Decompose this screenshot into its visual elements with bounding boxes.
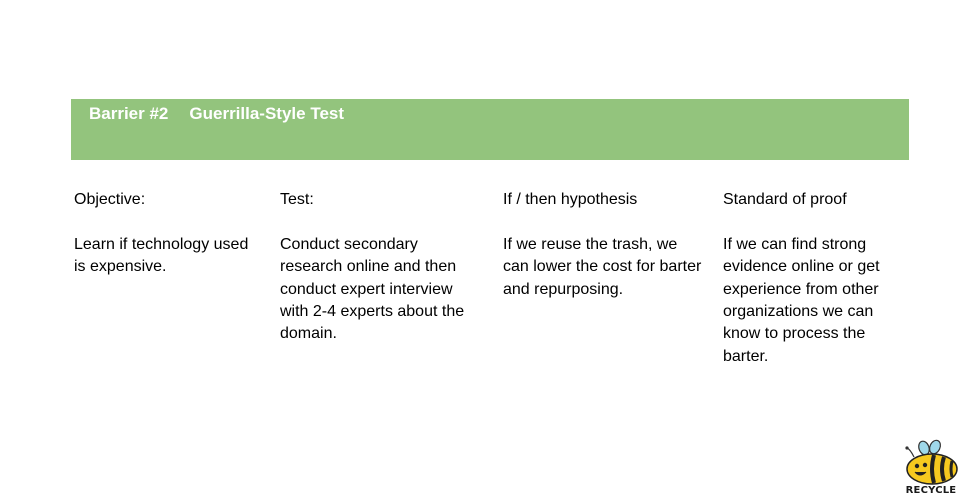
test-label: Guerrilla-Style Test bbox=[189, 104, 345, 123]
standard-of-proof-heading: Standard of proof bbox=[723, 191, 847, 208]
hypothesis-text: If we reuse the trash, we can lower the cost for barter and repurposing. bbox=[503, 235, 702, 298]
test-column bbox=[280, 189, 480, 346]
test-heading: Test: bbox=[280, 191, 314, 208]
recycle-logo bbox=[902, 439, 960, 499]
bee-icon bbox=[902, 439, 960, 487]
hypothesis-heading: If / then hypothesis bbox=[503, 191, 638, 208]
logo-text: RECYCLE bbox=[905, 485, 957, 496]
standard-of-proof-text: If we can find strong evidence online or get experience from other organizations we can know to process the barter. bbox=[723, 235, 880, 365]
header-title bbox=[89, 104, 344, 124]
barrier-label: Barrier #2 bbox=[89, 104, 169, 123]
objective-column bbox=[74, 189, 259, 279]
objective-text: Learn if technology used is expensive. bbox=[74, 235, 249, 276]
test-text: Conduct secondary research online and then conduct expert interview with 2-4 experts about the domain. bbox=[280, 235, 465, 343]
objective-heading: Objective: bbox=[74, 191, 146, 208]
standard-of-proof-column bbox=[723, 189, 903, 368]
hypothesis-column bbox=[503, 189, 703, 301]
header-band bbox=[71, 99, 909, 160]
